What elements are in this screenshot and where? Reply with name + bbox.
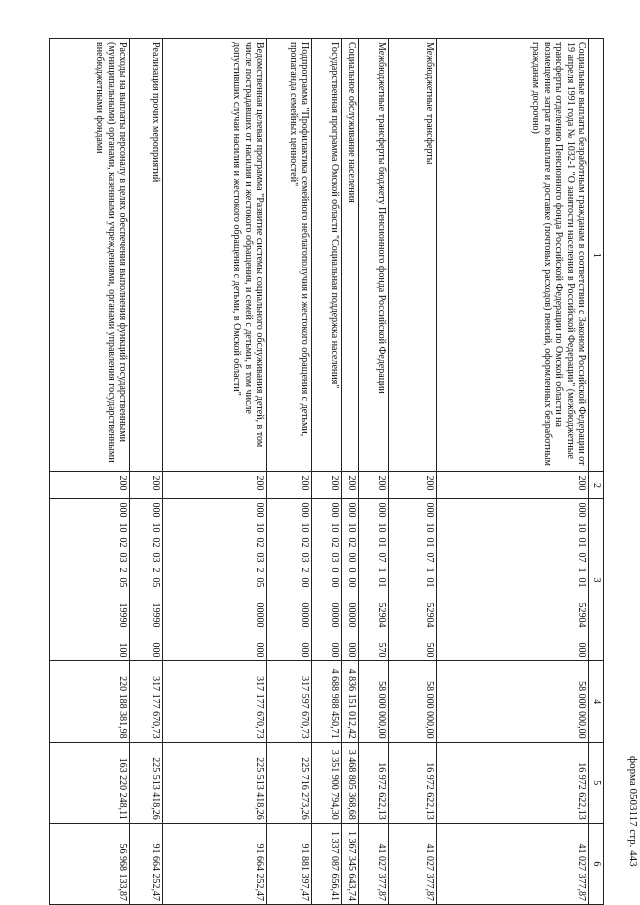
- row-remaining: 41 027 377,87: [437, 823, 589, 904]
- form-note: форма 0503117 стр. 443: [627, 756, 639, 867]
- row-approved: 58 000 000,00: [359, 661, 389, 742]
- table-row: [267, 39, 312, 905]
- row-line-code: 200: [50, 472, 130, 499]
- table-row: [50, 39, 130, 905]
- row-executed: 16 972 622,13: [389, 742, 437, 823]
- code-part: 02: [150, 537, 162, 548]
- row-executed: 16 972 622,13: [437, 742, 589, 823]
- code-part: 000: [576, 502, 588, 518]
- code-part: 02: [329, 537, 341, 548]
- code-part: 05: [150, 577, 162, 588]
- code-part: 000: [299, 502, 311, 518]
- code-part: 000: [254, 642, 266, 658]
- code-part: 10: [117, 522, 129, 533]
- code-part: 02: [117, 537, 129, 548]
- code-part: 00000: [254, 602, 266, 628]
- header-col-1: 1: [589, 39, 604, 472]
- row-name: Ведомственная целевая программа "Развитие системы социального обслуживания детей, в том числе пострадавших от насилия и жестокого обращения, и семей с детьми, в том числе допустивших случаи насилия и жестокого обращения с детьми, в Омской области": [163, 39, 267, 472]
- code-part: 0: [346, 567, 358, 573]
- row-budget-code: [437, 499, 589, 661]
- code-part: 000: [150, 642, 162, 658]
- row-approved: 4 836 151 012,42: [342, 661, 359, 742]
- row-budget-code: [50, 499, 130, 661]
- code-part: 000: [329, 642, 341, 658]
- row-approved: 58 000 000,00: [389, 661, 437, 742]
- row-executed: 225 513 418,26: [163, 742, 267, 823]
- row-remaining: 41 027 377,87: [359, 823, 389, 904]
- row-name: Реализация прочих мероприятий: [130, 39, 163, 472]
- code-part: 2: [254, 567, 266, 573]
- table-row: [163, 39, 267, 905]
- row-name: Государственная программа Омской области "Социальная поддержка населения": [312, 39, 342, 472]
- code-part: 03: [329, 552, 341, 563]
- row-line-code: 200: [437, 472, 589, 499]
- code-part: 10: [254, 522, 266, 533]
- row-line-code: 200: [389, 472, 437, 499]
- code-part: 0: [329, 567, 341, 573]
- code-part: 000: [117, 502, 129, 518]
- code-part: 07: [576, 552, 588, 563]
- code-part: 03: [254, 552, 266, 563]
- code-part: 01: [376, 577, 388, 588]
- row-remaining: 1 367 345 643,74: [342, 823, 359, 904]
- row-name: Межбюджетные трансферты: [389, 39, 437, 472]
- header-col-4: 4: [589, 661, 604, 742]
- code-part: 00000: [329, 602, 341, 628]
- row-name: Подпрограмма "Профилактика семейного неблагополучия и жестокого обращения с детьми, пропаганда семейных ценностей": [267, 39, 312, 472]
- table-header-row: [589, 39, 604, 905]
- code-part: 03: [150, 552, 162, 563]
- code-part: 1: [576, 567, 588, 573]
- code-part: 10: [576, 522, 588, 533]
- code-part: 07: [424, 552, 436, 563]
- code-part: 52904: [576, 602, 588, 628]
- row-budget-code: [389, 499, 437, 661]
- code-part: 03: [299, 552, 311, 563]
- row-line-code: 200: [342, 472, 359, 499]
- row-approved: 317 177 670,73: [163, 661, 267, 742]
- row-approved: 317 597 670,73: [267, 661, 312, 742]
- code-part: 05: [117, 577, 129, 588]
- code-part: 52904: [376, 602, 388, 628]
- row-approved: 4 688 988 450,71: [312, 661, 342, 742]
- code-part: 2: [299, 567, 311, 573]
- row-budget-code: [130, 499, 163, 661]
- row-executed: 3 351 900 794,30: [312, 742, 342, 823]
- row-executed: 225 513 418,26: [130, 742, 163, 823]
- code-part: 000: [424, 502, 436, 518]
- row-remaining: 56 968 133,87: [50, 823, 130, 904]
- code-part: 000: [376, 502, 388, 518]
- code-part: 1: [376, 567, 388, 573]
- code-part: 19990: [117, 602, 129, 628]
- code-part: 1: [424, 567, 436, 573]
- code-part: 10: [329, 522, 341, 533]
- header-col-5: 5: [589, 742, 604, 823]
- code-part: 10: [424, 522, 436, 533]
- row-line-code: 200: [312, 472, 342, 499]
- row-executed: 163 220 248,11: [50, 742, 130, 823]
- code-part: 000: [346, 502, 358, 518]
- code-part: 000: [329, 502, 341, 518]
- row-executed: 225 716 273,26: [267, 742, 312, 823]
- header-col-2: 2: [589, 472, 604, 499]
- row-name: Межбюджетные трансферты бюджету Пенсионного фонда Российской Федерации: [359, 39, 389, 472]
- row-budget-code: [267, 499, 312, 661]
- code-part: 000: [576, 642, 588, 658]
- code-part: 2: [117, 567, 129, 573]
- code-part: 00: [346, 552, 358, 563]
- row-name: Расходы на выплаты персоналу в целях обеспечения выполнения функций государственными (муниципальными) органами, казенными учреждениями, органами управления государственными внебюджетными фондами: [50, 39, 130, 472]
- row-remaining: 41 027 377,87: [389, 823, 437, 904]
- code-part: 000: [299, 642, 311, 658]
- code-part: 00: [329, 577, 341, 588]
- report-table: [50, 38, 605, 905]
- row-budget-code: [163, 499, 267, 661]
- row-name: Социальные выплаты безработным гражданам в соответствии с Законом Российской Федерации от 19 апреля 1991 года № 1032-1 "О занятости населения в Российской Федерации" (межбюджетные трансферты отделению Пенсионного фонда Российской Федерации по Омской области на возмещение затрат по выплате и доставке (почтовых расходов) пенсий, оформленных безработным гражданам досрочно): [437, 39, 589, 472]
- code-part: 19990: [150, 602, 162, 628]
- code-part: 00000: [299, 602, 311, 628]
- header-col-6: 6: [589, 823, 604, 904]
- row-name: Социальное обслуживание населения: [342, 39, 359, 472]
- code-part: 00000: [346, 602, 358, 628]
- rotated-report-frame: [4, 0, 640, 905]
- code-part: 02: [346, 537, 358, 548]
- table-row: [312, 39, 342, 905]
- row-budget-code: [342, 499, 359, 661]
- code-part: 01: [424, 537, 436, 548]
- row-remaining: 1 337 087 656,41: [312, 823, 342, 904]
- table-row: [437, 39, 589, 905]
- table-row: [130, 39, 163, 905]
- code-part: 01: [424, 577, 436, 588]
- row-remaining: 91 664 252,47: [130, 823, 163, 904]
- code-part: 10: [376, 522, 388, 533]
- code-part: 000: [346, 642, 358, 658]
- code-part: 100: [117, 642, 129, 658]
- code-part: 500: [424, 642, 436, 658]
- row-line-code: 200: [163, 472, 267, 499]
- code-part: 00: [299, 577, 311, 588]
- row-executed: 3 468 805 368,68: [342, 742, 359, 823]
- code-part: 10: [346, 522, 358, 533]
- header-col-3: 3: [589, 499, 604, 661]
- row-remaining: 91 881 397,47: [267, 823, 312, 904]
- code-part: 02: [254, 537, 266, 548]
- code-part: 03: [117, 552, 129, 563]
- code-part: 07: [376, 552, 388, 563]
- code-part: 02: [299, 537, 311, 548]
- code-part: 000: [150, 502, 162, 518]
- code-part: 05: [254, 577, 266, 588]
- table-row: [342, 39, 359, 905]
- code-part: 10: [299, 522, 311, 533]
- row-approved: 58 000 000,00: [437, 661, 589, 742]
- table-row: [389, 39, 437, 905]
- code-part: 2: [150, 567, 162, 573]
- row-approved: 220 188 381,98: [50, 661, 130, 742]
- code-part: 000: [254, 502, 266, 518]
- code-part: 01: [576, 577, 588, 588]
- code-part: 570: [376, 642, 388, 658]
- row-budget-code: [359, 499, 389, 661]
- table-row: [359, 39, 389, 905]
- code-part: 01: [376, 537, 388, 548]
- row-executed: 16 972 622,13: [359, 742, 389, 823]
- code-part: 52904: [424, 602, 436, 628]
- row-remaining: 91 664 252,47: [163, 823, 267, 904]
- row-approved: 317 177 670,73: [130, 661, 163, 742]
- row-line-code: 200: [130, 472, 163, 499]
- row-line-code: 200: [359, 472, 389, 499]
- code-part: 01: [576, 537, 588, 548]
- row-line-code: 200: [267, 472, 312, 499]
- code-part: 10: [150, 522, 162, 533]
- row-budget-code: [312, 499, 342, 661]
- code-part: 00: [346, 577, 358, 588]
